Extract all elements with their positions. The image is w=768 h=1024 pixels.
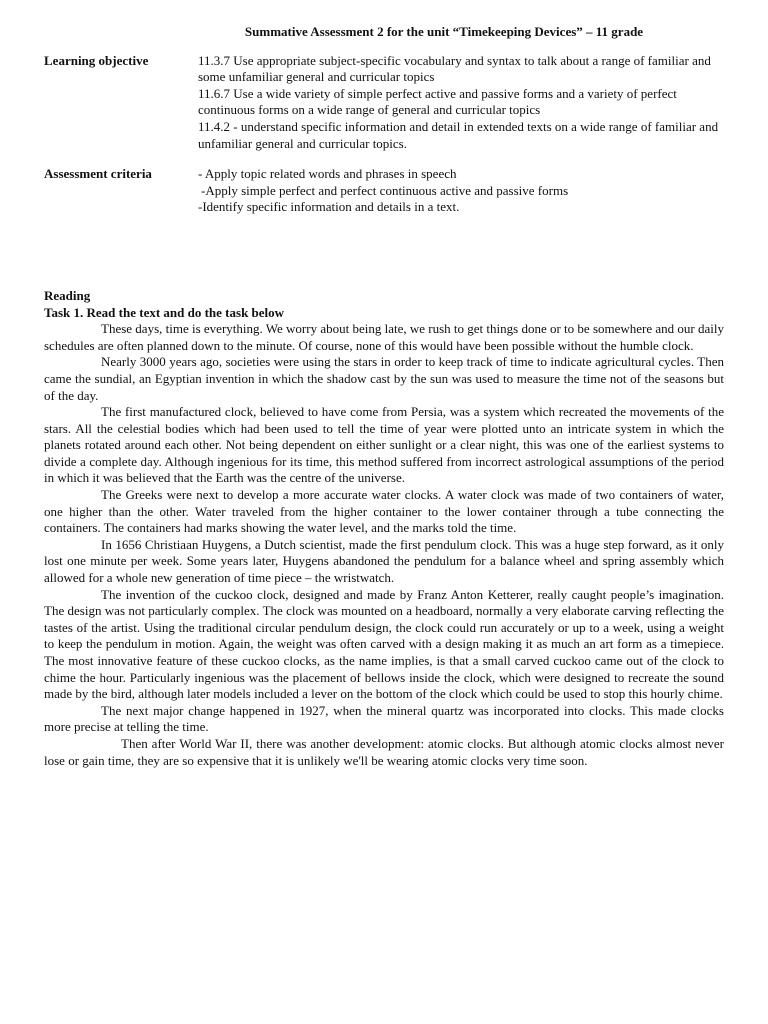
reading-paragraph: Then after World War II, there was another development: atomic clocks. But although atomic clocks almost never lose or gain time, they are so expensive that it is unlikely we'll be wearing atomic clocks very time soon. xyxy=(44,735,724,768)
assessment-criteria-item: - Apply topic related words and phrases in speech xyxy=(198,166,457,182)
reading-paragraph: The first manufactured clock, believed to have come from Persia, was a system which recreated the movements of the stars. All the celestial bodies which had been used to tell the time of year were plotted unto an intricate system in which the planets rotated around each other. Not being dependent on either sunlight or a clear night, this was one of the earliest systems to divide a complete day. Although ingenious for its time, this method suffered from incorrect astrological assumptions of the period in which it was believed that the Earth was the centre of the universe. xyxy=(44,404,724,486)
learning-objective-item: 11.3.7 Use appropriate subject-specific vocabulary and syntax to talk about a range of familiar and some unfamiliar general and curricular topics xyxy=(198,52,711,85)
document-page xyxy=(44,24,724,769)
assessment-criteria-list xyxy=(198,166,724,216)
learning-objective-row xyxy=(44,53,724,153)
task-heading: Task 1. Read the text and do the task below xyxy=(44,304,285,320)
document-title: Summative Assessment 2 for the unit “Timekeeping Devices” – 11 grade xyxy=(244,24,644,39)
section-spacer xyxy=(44,216,724,288)
learning-objective-item: 11.6.7 Use a wide variety of simple perfect active and passive forms and a variety of perfect continuous forms on a wide range of general and curricular topics xyxy=(198,85,677,118)
reading-paragraph: In 1656 Christiaan Huygens, a Dutch scientist, made the first pendulum clock. This was a huge step forward, as it only lost one minute per week. Some years later, Huygens abandoned the pendulum for a balance wheel and spring assembly which allowed for a whole new generation of time piece – the wristwatch. xyxy=(44,536,724,586)
learning-objective-list xyxy=(198,53,724,153)
reading-paragraph: The invention of the cuckoo clock, designed and made by Franz Anton Ketterer, really caught people’s imagination. The design was not particularly complex. The clock was mounted on a headboard, normally a very elaborate carving reflecting the tastes of the artist. Using the traditional circular pendulum design, the clock could run accurately or up to a week, using a weight to keep the pendulum in motion. Again, the weight was often carved with a design making it as much an art form as a timepiece. The most innovative feature of these cuckoo clocks, as the name implies, is that a small carved cuckoo came out of the clock to chime the hour. Particularly ingenious was the placement of bellows inside the clock, which were designed to recreate the sound made by the bird, although later models included a lever on the bottom of the clock which could be used to stop this hourly chime. xyxy=(44,586,724,702)
reading-paragraph: Nearly 3000 years ago, societies were using the stars in order to keep track of time to indicate agricultural cycles. Then came the sundial, an Egyptian invention in which the shadow cast by the sun was used to measure the time not of the seasons but of the day. xyxy=(44,354,724,403)
learning-objective-label: Learning objective xyxy=(44,52,149,68)
reading-paragraph: The next major change happened in 1927, when the mineral quartz was incorporated into clocks. This made clocks more precise at telling the time. xyxy=(44,702,724,735)
assessment-criteria-row xyxy=(44,166,724,216)
assessment-criteria-item: -Apply simple perfect and perfect continuous active and passive forms xyxy=(201,182,569,198)
reading-paragraph: The Greeks were next to develop a more accurate water clocks. A water clock was made of two containers of water, one higher than the other. Water traveled from the higher container to the lower container through a tube connecting the containers. The containers had marks showing the water level, and the marks told the time. xyxy=(44,487,724,536)
assessment-criteria-label: Assessment criteria xyxy=(44,166,152,182)
reading-heading: Reading xyxy=(44,287,91,303)
assessment-criteria-item: -Identify specific information and details in a text. xyxy=(198,199,460,215)
learning-objective-item: 11.4.2 - understand specific information and detail in extended texts on a wide range of familiar and unfamiliar general and curricular topics. xyxy=(198,118,719,151)
reading-paragraph: These days, time is everything. We worry about being late, we rush to get things done or to be somewhere and our daily schedules are often planned down to the minute. Of course, none of this would have been possible without the humble clock. xyxy=(44,321,724,353)
